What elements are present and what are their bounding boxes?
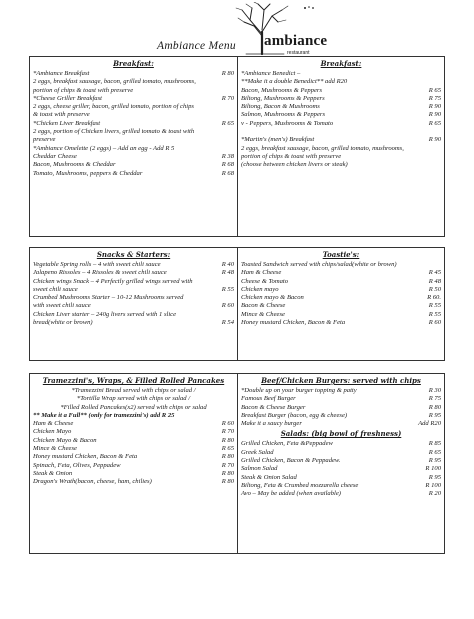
menu-item-text: Cheddar Cheese bbox=[33, 152, 77, 160]
menu-item bbox=[33, 404, 234, 412]
menu-item-text: Honey mustard Chicken, Bacon & Feta bbox=[33, 453, 138, 461]
menu-item-text: portion of chips & toast with preserve bbox=[33, 86, 134, 94]
menu-item bbox=[33, 319, 234, 327]
menu-item-text: *Filled Rolled Pancakes(x2) served with chips or salad bbox=[60, 403, 207, 411]
breakfast-right-list bbox=[241, 70, 441, 170]
menu-item-price: R 68 bbox=[221, 169, 234, 177]
snacks-toasties-box bbox=[29, 247, 445, 361]
menu-item-price: R 60. bbox=[427, 294, 441, 302]
menu-item bbox=[33, 478, 234, 486]
toasties-heading: Toastie's: bbox=[322, 250, 360, 259]
menu-item bbox=[241, 311, 441, 319]
menu-item bbox=[33, 428, 234, 436]
menu-item-text: Steak & Onion Salad bbox=[241, 473, 297, 481]
menu-item bbox=[241, 136, 441, 144]
menu-item-text: Honey mustard Chicken, Bacon & Feta bbox=[241, 319, 346, 327]
menu-item-text: Biltong, Bacon & Mushrooms bbox=[241, 103, 320, 111]
menu-item bbox=[33, 387, 234, 395]
toasties-list bbox=[241, 261, 441, 327]
menu-item-text: 2 eggs, breakfast sausage, bacon, grilled tomato, mushrooms, bbox=[241, 144, 404, 152]
tramezzini-column bbox=[30, 374, 237, 553]
menu-item-text: Bacon, Mushrooms & Peppers bbox=[241, 86, 323, 94]
menu-item bbox=[33, 111, 234, 119]
menu-item-text: Biltong, Feta & Crumbed mozzarella cheese bbox=[241, 481, 359, 489]
menu-item bbox=[33, 87, 234, 95]
menu-item-price: R 70 bbox=[221, 428, 234, 436]
breakfast-right-column bbox=[238, 57, 444, 236]
menu-item-text: *Tortilla Wrap served with chips or salad / bbox=[76, 395, 191, 403]
menu-item bbox=[241, 128, 441, 136]
menu-item-text: & toast with preserve bbox=[33, 111, 90, 119]
menu-item-text: Ham & Cheese bbox=[33, 420, 74, 428]
menu-item-text: v - Peppers, Mushrooms & Tomato bbox=[241, 119, 334, 127]
menu-item-price: R 38 bbox=[221, 152, 234, 160]
menu-item bbox=[33, 311, 234, 319]
menu-item bbox=[33, 453, 234, 461]
menu-item-text: Avo – May be added (when available) bbox=[241, 490, 341, 498]
menu-item bbox=[241, 474, 441, 482]
snacks-heading: Snacks & Starters: bbox=[96, 250, 171, 259]
menu-item bbox=[33, 153, 234, 161]
menu-item-price: R 65 bbox=[428, 86, 441, 94]
menu-item bbox=[33, 412, 234, 420]
menu-item bbox=[33, 128, 234, 136]
menu-item-text: bread(white or brown) bbox=[33, 319, 93, 327]
menu-item-price: R 65 bbox=[428, 448, 441, 456]
menu-item-text: Greek Salad bbox=[241, 448, 274, 456]
menu-item bbox=[33, 120, 234, 128]
menu-item bbox=[241, 449, 441, 457]
menu-item-text: *Ambiance Benedict – bbox=[241, 70, 301, 77]
menu-item bbox=[33, 395, 234, 403]
breakfast-left-column bbox=[30, 57, 237, 236]
menu-item-text: *Tramezzini Bread served with chips or salad / bbox=[71, 387, 196, 394]
menu-item bbox=[241, 420, 441, 428]
menu-item bbox=[241, 490, 441, 498]
menu-item bbox=[241, 404, 441, 412]
menu-item-price: R 80 bbox=[221, 436, 234, 444]
menu-item bbox=[33, 161, 234, 169]
menu-item-text: Salmon Salad bbox=[241, 465, 278, 473]
menu-item bbox=[33, 103, 234, 111]
menu-item bbox=[241, 395, 441, 403]
menu-item-price: R 68 bbox=[221, 161, 234, 169]
menu-item bbox=[241, 145, 441, 153]
menu-item-price: R 48 bbox=[221, 269, 234, 277]
breakfast-right-heading: Breakfast: bbox=[320, 59, 362, 68]
logo-wordmark: ambiance bbox=[264, 33, 328, 49]
menu-item bbox=[241, 482, 441, 490]
menu-item bbox=[33, 136, 234, 144]
menu-item bbox=[241, 70, 441, 78]
menu-item-price: R 55 bbox=[221, 285, 234, 293]
burgers-salads-column bbox=[238, 374, 444, 553]
menu-item-price: R 85 bbox=[428, 440, 441, 448]
menu-item-price: R 60 bbox=[221, 420, 234, 428]
burgers-list bbox=[241, 387, 441, 428]
menu-item-text: Crumbed Mushrooms Starter – 10-12 Mushrooms served bbox=[33, 294, 184, 302]
menu-item-price: R 95 bbox=[428, 473, 441, 481]
menu-item bbox=[241, 465, 441, 473]
menu-item-text: (choose between chicken livers or steak) bbox=[241, 161, 348, 169]
breakfast-box bbox=[29, 56, 445, 237]
menu-item bbox=[241, 278, 441, 286]
menu-item bbox=[33, 445, 234, 453]
menu-item-price: R 90 bbox=[428, 103, 441, 111]
menu-item-text: Ham & Cheese bbox=[241, 269, 282, 277]
menu-item-text: Cheese & Tomato bbox=[241, 277, 289, 285]
menu-item-text: **Make it a double Benedict** add R20 bbox=[241, 78, 348, 86]
tramezzini-burgers-box bbox=[29, 373, 445, 554]
menu-item bbox=[241, 294, 441, 302]
menu-item bbox=[241, 457, 441, 465]
menu-item-text: Mince & Cheese bbox=[33, 445, 77, 453]
menu-item-text: *Double up on your burger topping & patty bbox=[241, 387, 357, 394]
breakfast-left-heading: Breakfast: bbox=[113, 59, 154, 68]
menu-item-price: R 45 bbox=[428, 269, 441, 277]
menu-item-text: Bacon, Mushrooms & Cheddar bbox=[33, 161, 116, 169]
menu-item-text: Steak & Onion bbox=[33, 469, 73, 477]
menu-item bbox=[241, 153, 441, 161]
menu-item-price: R 40 bbox=[221, 261, 234, 268]
menu-item-text: Salmon, Mushrooms & Peppers bbox=[241, 111, 326, 119]
menu-item-price: R 100 bbox=[425, 481, 441, 489]
snacks-column bbox=[30, 248, 237, 360]
menu-item bbox=[241, 103, 441, 111]
menu-item bbox=[241, 412, 441, 420]
breakfast-left-list bbox=[33, 70, 234, 178]
menu-item-text: Bacon & Cheese bbox=[241, 302, 286, 310]
menu-item bbox=[33, 294, 234, 302]
menu-item bbox=[241, 87, 441, 95]
menu-item-text: Chicken Liver starter – 240g livers served with 1 slice bbox=[33, 310, 177, 318]
menu-item-price: R 80 bbox=[221, 478, 234, 486]
menu-item-price: R 65 bbox=[428, 119, 441, 127]
menu-item-text: *Martin's (men's) Breakfast bbox=[241, 136, 315, 144]
menu-item bbox=[241, 387, 441, 395]
menu-item-text: Jalapeno Rissoles – 4 Rissoles & sweet chili sauce bbox=[33, 269, 167, 277]
menu-item-price: R 80 bbox=[221, 469, 234, 477]
tramezzini-heading: Tramezzini's, Wraps, & Filled Rolled Pancakes bbox=[42, 376, 225, 385]
menu-item-text: Chicken Mayo & Bacon bbox=[33, 436, 97, 444]
menu-item-price: R 70 bbox=[221, 461, 234, 469]
menu-item-text: *Chicken Liver Breakfast bbox=[33, 119, 101, 127]
menu-item-text: Mince & Cheese bbox=[241, 310, 285, 318]
menu-item bbox=[33, 70, 234, 78]
menu-item-price: R 75 bbox=[428, 395, 441, 403]
menu-item bbox=[33, 170, 234, 178]
menu-item-text: Dragon's Wrath(bacon, cheese, ham, chilies) bbox=[33, 478, 152, 486]
menu-item bbox=[241, 286, 441, 294]
menu-item bbox=[241, 319, 441, 327]
menu-item-text: preserve bbox=[33, 136, 56, 144]
menu-item-text: Grilled Chicken, Feta &Peppadew bbox=[241, 440, 333, 448]
menu-item-text: *Ambiance Omelette (2 eggs) – Add an egg - Add R 5 bbox=[33, 144, 175, 152]
menu-item bbox=[33, 462, 234, 470]
menu-item bbox=[241, 111, 441, 119]
menu-item bbox=[241, 161, 441, 169]
menu-item-text: Breakfast Burger (bacon, egg & cheese) bbox=[241, 411, 348, 419]
tramezzini-list bbox=[33, 387, 234, 487]
salads-heading: Salads: (big bowl of freshness) bbox=[280, 429, 402, 439]
menu-item-price: R 90 bbox=[428, 111, 441, 119]
menu-item-text: 2 eggs, cheese griller, bacon, grilled tomato, portion of chips bbox=[33, 103, 194, 111]
menu-item-price: R 80 bbox=[221, 70, 234, 77]
menu-item-text: Famous Beef Burger bbox=[241, 395, 296, 403]
tree-logo-icon bbox=[232, 2, 332, 60]
menu-item-price: R 65 bbox=[221, 119, 234, 127]
menu-item bbox=[241, 95, 441, 103]
salads-list bbox=[241, 440, 441, 498]
menu-item-text: Chicken mayo & Bacon bbox=[241, 294, 304, 302]
logo-subtitle: restaurant bbox=[287, 50, 310, 56]
menu-item-text: Chicken mayo bbox=[241, 285, 279, 293]
menu-item bbox=[33, 470, 234, 478]
toasties-column bbox=[238, 248, 444, 360]
menu-item-text: *Cheese Griller Breakfast bbox=[33, 94, 102, 102]
menu-item bbox=[241, 440, 441, 448]
menu-item-price: R 30 bbox=[428, 387, 441, 394]
menu-item-text: Grilled Chicken, Bacon & Peppadew. bbox=[241, 457, 341, 465]
menu-item bbox=[241, 261, 441, 269]
menu-item-price: R 20 bbox=[428, 490, 441, 498]
menu-item-price: R 48 bbox=[428, 277, 441, 285]
menu-item bbox=[241, 120, 441, 128]
menu-item-text: with sweet chili sauce bbox=[33, 302, 91, 310]
menu-item-price: R 54 bbox=[221, 319, 234, 327]
menu-item-price: R 95 bbox=[428, 457, 441, 465]
menu-item-price: R 100 bbox=[425, 465, 441, 473]
menu-item-text: Vegetable Spring rolls – 4 with sweet chili sauce bbox=[33, 261, 161, 268]
menu-item-text: ** Make it a Full** (only for tramezzini's) add R 25 bbox=[33, 411, 175, 419]
menu-item-text: 2 eggs, breakfast sausage, bacon, grilled tomato, mushrooms, bbox=[33, 78, 196, 86]
menu-item-price: R 90 bbox=[428, 136, 441, 144]
menu-item bbox=[33, 302, 234, 310]
menu-item bbox=[33, 95, 234, 103]
menu-item-price: R 65 bbox=[221, 445, 234, 453]
menu-item-text: Spinach, Feta, Olives, Peppadew bbox=[33, 461, 121, 469]
menu-item-text: Bacon & Cheese Burger bbox=[241, 403, 306, 411]
menu-item-text: Make it a saucy burger bbox=[241, 420, 302, 428]
menu-item-price: R 70 bbox=[221, 94, 234, 102]
menu-item-price: R 75 bbox=[428, 94, 441, 102]
menu-item-text: portion of chips & toast with preserve bbox=[241, 152, 342, 160]
menu-item-price: R 60 bbox=[428, 319, 441, 327]
menu-item-text: Chicken wings Snack – 4 Perfectly grilled wings served with bbox=[33, 277, 193, 285]
menu-item bbox=[33, 78, 234, 86]
menu-item-price: R 50 bbox=[428, 285, 441, 293]
burgers-heading: Beef/Chicken Burgers: served with chips bbox=[261, 376, 421, 385]
menu-item bbox=[33, 269, 234, 277]
menu-item-text: Chicken Mayo bbox=[33, 428, 72, 436]
menu-item-text: *Ambiance Breakfast bbox=[33, 70, 90, 77]
menu-item bbox=[33, 261, 234, 269]
menu-item-text: 2 eggs, portion of Chicken livers, grilled tomato & toast with bbox=[33, 128, 195, 136]
menu-item-price: R 55 bbox=[428, 310, 441, 318]
menu-item-text: Tomato, Mushrooms, peppers & Cheddar bbox=[33, 169, 143, 177]
menu-item bbox=[33, 278, 234, 286]
menu-item-text: Biltong, Mushrooms & Peppers bbox=[241, 94, 325, 102]
menu-item-price: R 55 bbox=[428, 302, 441, 310]
snacks-list bbox=[33, 261, 234, 327]
menu-title: Ambiance Menu bbox=[157, 40, 236, 52]
menu-item-text: Toasted Sandwich served with chips/salad(white or brown) bbox=[241, 261, 397, 268]
menu-item bbox=[241, 269, 441, 277]
menu-item-price: R 60 bbox=[221, 302, 234, 310]
menu-item-price: R 80 bbox=[221, 453, 234, 461]
menu-item-price: Add R20 bbox=[418, 420, 441, 428]
menu-item bbox=[241, 302, 441, 310]
menu-item bbox=[33, 420, 234, 428]
menu-item-price: R 95 bbox=[428, 411, 441, 419]
menu-item bbox=[241, 78, 441, 86]
menu-item bbox=[33, 145, 234, 153]
menu-item bbox=[33, 286, 234, 294]
menu-item bbox=[33, 437, 234, 445]
menu-item-text: sweet chili sauce bbox=[33, 285, 78, 293]
menu-item-price: R 80 bbox=[428, 403, 441, 411]
